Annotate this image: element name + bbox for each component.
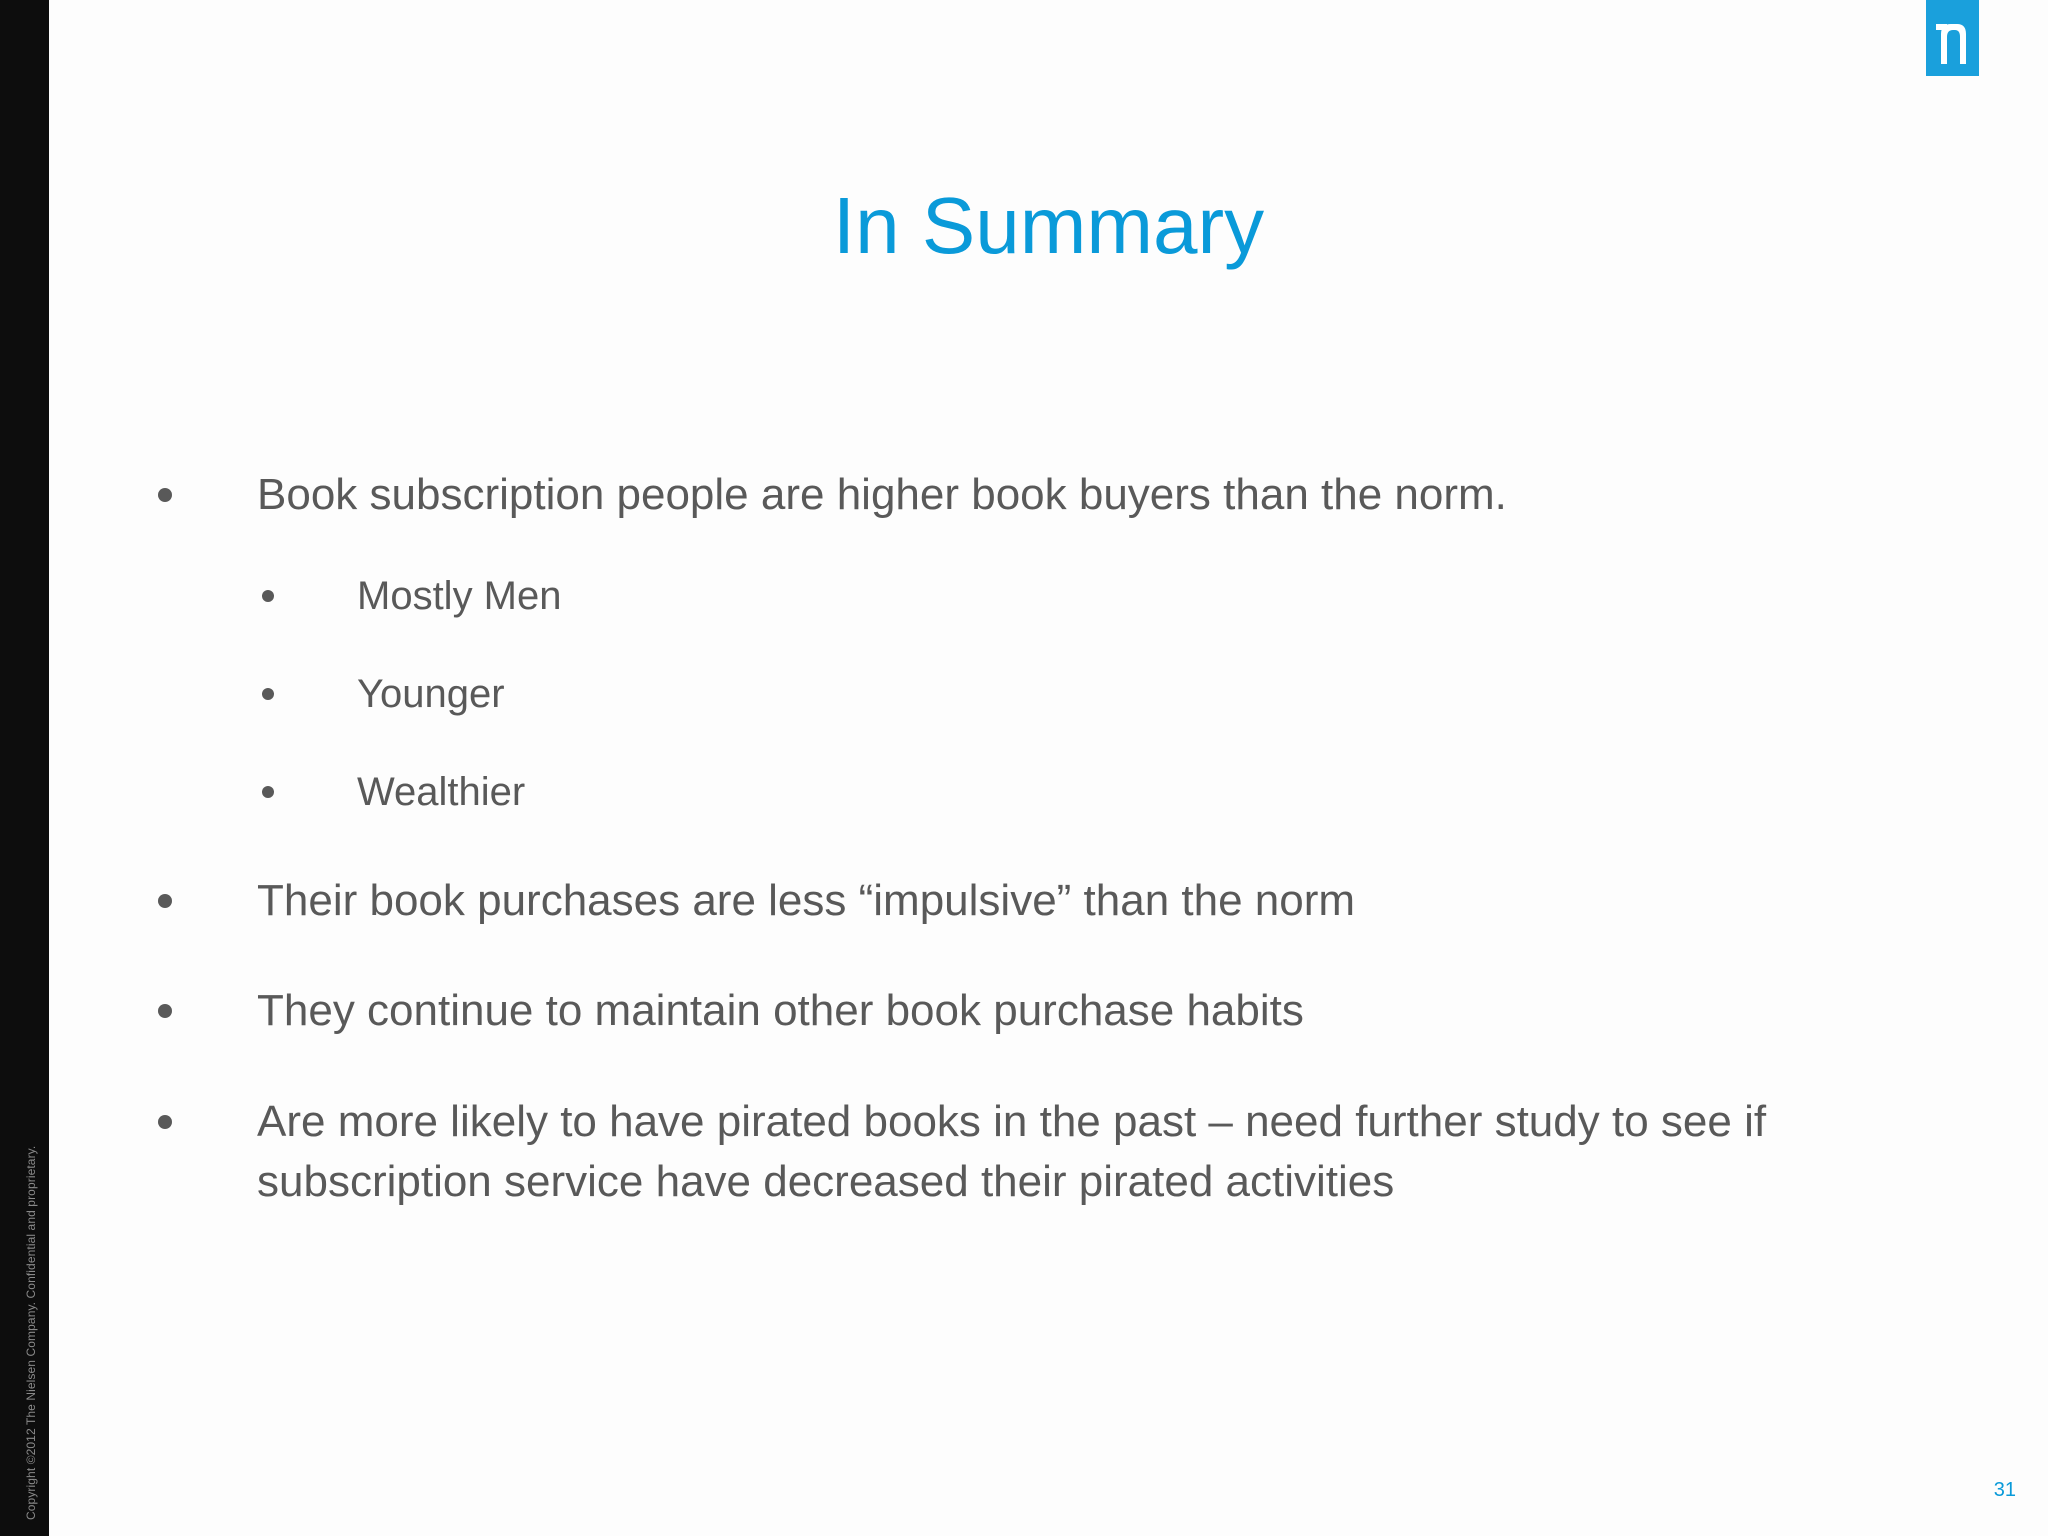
bullet-text: Book subscription people are higher book buyers than the norm.	[257, 470, 1507, 519]
bullet-dot-icon	[158, 1004, 172, 1018]
bullet-text: Their book purchases are less “impulsive” than the norm	[257, 876, 1356, 925]
bullet-dot-icon	[262, 590, 274, 602]
bullet-text: Are more likely to have pirated books in the past – need further study to see if subscription service have decreased their pirated activities	[257, 1097, 1767, 1206]
bullet-dot-icon	[262, 786, 274, 798]
bullet-dot-icon	[262, 688, 274, 700]
sub-bullet-text: Wealthier	[357, 770, 526, 814]
bullet-dot-icon	[158, 894, 172, 908]
bullet-dot-icon	[158, 1115, 172, 1129]
sub-bullet-text: Younger	[357, 672, 505, 716]
sub-bullet-text: Mostly Men	[357, 574, 562, 618]
bullet-dot-icon	[158, 488, 172, 502]
bullet-text: They continue to maintain other book purchase habits	[257, 986, 1304, 1035]
page-number: 31	[1993, 1479, 2016, 1501]
slide-title: In Summary	[832, 181, 1265, 270]
copyright-notice: Copyright ©2012 The Nielsen Company. Confidential and proprietary.	[24, 1145, 38, 1520]
